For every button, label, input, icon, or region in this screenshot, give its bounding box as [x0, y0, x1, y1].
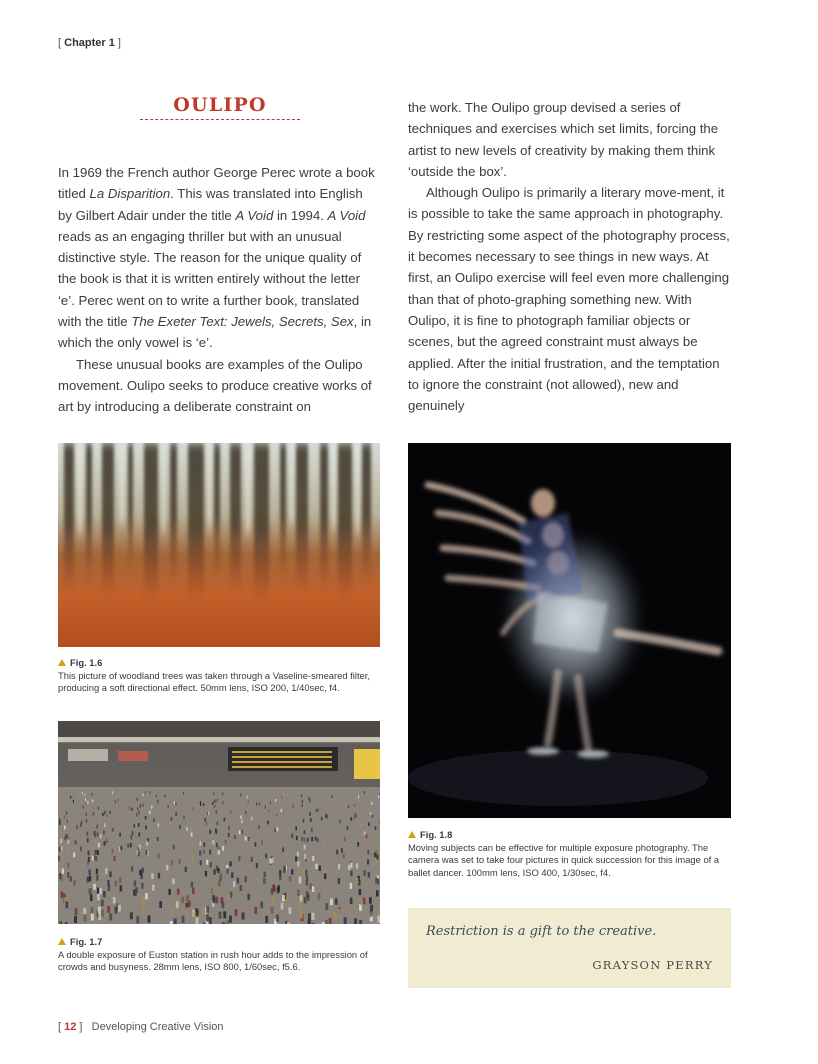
- figure-caption-1-7: [58, 936, 380, 974]
- text-run: These unusual books are examples of the Oulipo movement. Oulipo seeks to produce creative works of art by introducing a deliberate constraint on: [58, 356, 372, 415]
- text-run: reads as an engaging thriller but with an unusual distinctive style. The reason for the unique quality of the book is that it is written entirely without the letter ‘e’. Perec went on to write a further book, translated with the title: [58, 228, 362, 330]
- book-title-italic: The Exeter Text: Jewels, Secrets, Sex: [131, 314, 354, 330]
- section-title-block: [140, 94, 300, 120]
- figure-caption-text: A double exposure of Euston station in rush hour adds to the impression of crowds and busyness. 28mm lens, ISO 800, 1/60sec, f5.6.: [58, 948, 368, 973]
- body-paragraph: [408, 182, 731, 416]
- triangle-marker-icon: [58, 659, 66, 666]
- pull-quote-box: [408, 908, 731, 988]
- figure-caption-text: This picture of woodland trees was taken through a Vaseline-smeared filter, producing a soft directional effect. 50mm lens, ISO 200, 1/40sec, f4.: [58, 669, 370, 694]
- figure-label: Fig. 1.6: [70, 657, 103, 668]
- text-run: In 1969 the French author George Perec wrote a book titled: [58, 165, 375, 202]
- euston-station-photo: [58, 721, 380, 924]
- text-run: . This was translated into English by Gilbert Adair under the title: [58, 186, 363, 223]
- chapter-header: [ Chapter 1 ]: [58, 37, 121, 49]
- title-underline: [140, 119, 300, 120]
- figure-caption-text: Moving subjects can be effective for multiple exposure photography. The camera was set to take four pictures in quick succession for this image of a ballet dancer. 100mm lens, ISO 400, 1/30sec, f4.: [408, 841, 720, 878]
- book-title-italic: A Void: [235, 207, 274, 223]
- figure-caption-1-6: [58, 657, 380, 695]
- woodland-blur-photo: [58, 443, 380, 647]
- ballet-dancer-photo: [408, 443, 731, 818]
- triangle-marker-icon: [408, 831, 416, 838]
- triangle-marker-icon: [58, 938, 66, 945]
- text-run: in 1994.: [273, 207, 328, 223]
- pull-quote-author: GRAYSON PERRY: [592, 958, 713, 972]
- pull-quote-text: Restriction is a gift to the creative.: [426, 924, 657, 939]
- text-run: Although Oulipo is primarily a literary move-ment, it is possible to take the same approach in photography. By restricting some aspect of the photography process, it becomes necessary to see things in new ways. At first, an Oulipo exercise will feel even more challenging than that of photo-graphing something new. With Oulipo, it is fine to photograph familiar objects or scenes, but the agreed constraint must always be applied. After the initial frustration, and the temptation to ignore the constraint (not allowed), new and genuinely: [408, 185, 730, 414]
- book-title-italic: La Disparition: [89, 186, 171, 202]
- section-title: OULIPO: [173, 94, 267, 116]
- body-paragraph: [58, 354, 380, 418]
- text-run: the work. The Oulipo group devised a series of techniques and exercises which set limits, forcing the artist to new levels of creativity by making them think ‘outside the box’.: [408, 100, 719, 179]
- body-column-right: [408, 97, 731, 416]
- body-paragraph: [58, 162, 380, 354]
- figure-label: Fig. 1.7: [70, 936, 103, 947]
- book-title: Developing Creative Vision: [91, 1021, 224, 1033]
- figure-caption-1-8: [408, 829, 731, 879]
- chapter-label: Chapter 1: [64, 37, 115, 49]
- text-run: , in which the only vowel is ‘e’.: [58, 314, 372, 351]
- body-paragraph: [408, 97, 731, 182]
- page-number: 12: [64, 1021, 77, 1033]
- body-column-left: [58, 162, 380, 418]
- book-title-italic: A Void: [327, 207, 366, 223]
- figure-label: Fig. 1.8: [420, 829, 453, 840]
- page-footer: [ 12 ] Developing Creative Vision: [58, 1021, 224, 1033]
